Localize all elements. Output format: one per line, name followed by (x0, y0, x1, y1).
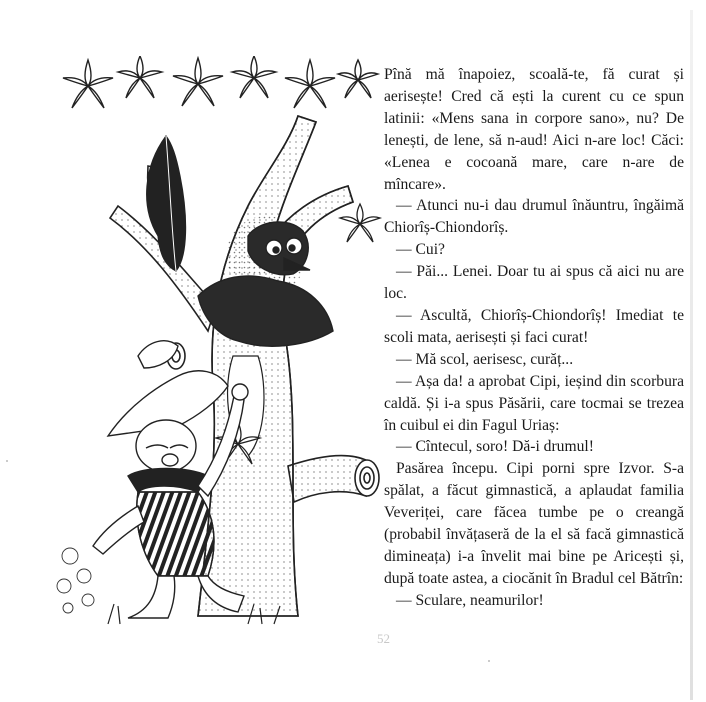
paragraph: — Cui? (396, 241, 445, 259)
forest-illustration (48, 56, 388, 626)
leaf-border-top (63, 56, 378, 108)
paragraph: — Așa da! a aprobat Cipi, ieșind din scorbura caldă. Și i-a spus Păsării, care tocmai se trezea în cuibul ei din Fagul Uriaș: (384, 372, 684, 434)
paragraph: — Sculare, neamurilor! (396, 591, 544, 609)
story-text (384, 64, 684, 612)
paragraph: Pînă mă înapoiez, scoală-te, fă curat și aerisește! Cred că ești la curent cu ce spun latinii: «Mens sana in corpore sano», nu? De lenești, de lene, să n-aud! Aici n-are loc! Căci: «Lenea e cocoană mare, care n-are de mîncare». (384, 66, 684, 193)
paper-speck (488, 660, 490, 662)
paragraph: — Ascultă, Chiorîș-Chiondorîș! Imediat te scoli mata, aerisești și faci curat! (384, 306, 684, 346)
page-number: 52 (377, 631, 390, 646)
paragraph: — Mă scol, aerisesc, curăț... (396, 350, 574, 368)
page-edge-shadow (690, 10, 693, 700)
dandelions (57, 548, 94, 613)
paper-speck (6, 460, 8, 462)
paragraph: — Atunci nu-i dau drumul înăuntru, îngăimă Chiorîș-Chiondorîș. (384, 197, 684, 237)
bird (198, 216, 333, 346)
paragraph: Pasărea începu. Cipi porni spre Izvor. S-a spălat, a făcut gimnastică, a aplaudat familia Veveriței, care făcea tumbe pe o creangă (probabil învățaseră de la el să facă gimnastică dimineața) i-a învelit mai bine pe Aricești și, după toate astea, a ciocănit în Bradul cel Bătrîn: (384, 460, 684, 587)
paragraph: — Păi... Lenei. Doar tu ai spus că aici nu are loc. (384, 263, 684, 303)
paragraph: — Cîntecul, soro! Dă-i drumul! (396, 438, 594, 456)
